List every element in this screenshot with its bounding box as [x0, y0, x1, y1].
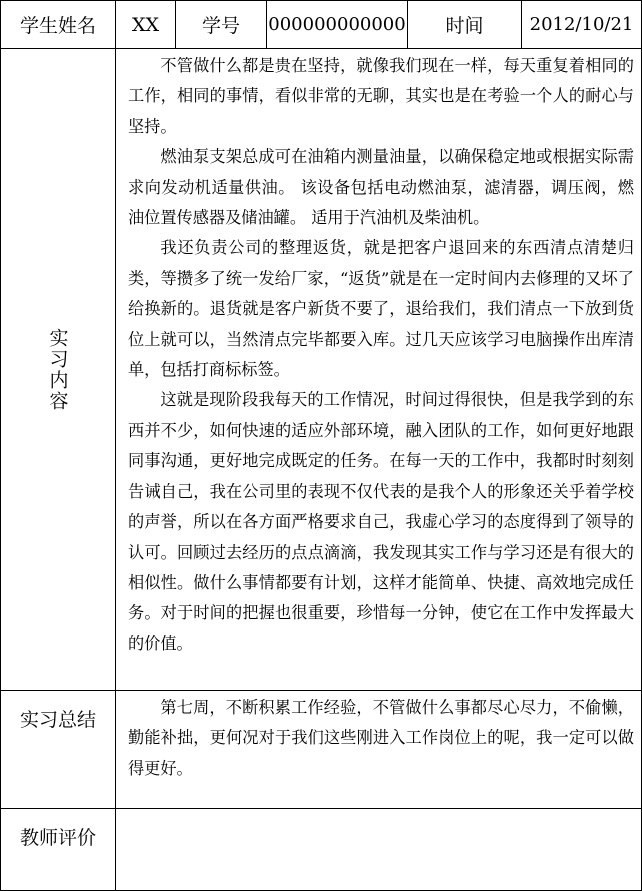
internship-summary-label — [0, 690, 116, 809]
internship-content-body — [115, 48, 642, 691]
teacher-evaluation-body[interactable] — [115, 808, 642, 891]
teacher-evaluation-label-text: 教师评价 — [19, 827, 96, 849]
student-name-label-text: 学生姓名 — [19, 15, 96, 37]
internship-content-label — [0, 48, 116, 691]
student-id-label — [175, 0, 267, 49]
student-name-value-text: XX — [131, 13, 160, 36]
content-paragraph-3: 我还负责公司的整理返货，就是把客户退回来的东西清点清楚归类，等攒多了统一发给厂家，“返货”就是在一定时间内去修理的又坏了给换新的。退货就是客户新货不要了，退给我们，我们清点一下放到货位上就可以，当然清点完毕都要入库。过几天应该学习电脑操作出库清单，包括打商标标签。 — [128, 238, 634, 380]
summary-paragraph-1: 第七周，不断积累工作经验，不管做什么事都尽心尽力，不偷懒，勤能补拙，更何况对于我们这些刚进入工作岗位上的呢，我一定可以做得更好。 — [128, 698, 634, 778]
content-paragraph-2: 燃油泵支架总成可在油箱内测量油量，以确保稳定地或根据实际需求向发动机适量供油。 该设备包括电动燃油泵，滤清器，调压阀，燃油位置传感器及储油罐。 适用于汽油机及柴油机。 — [128, 147, 634, 228]
student-name-value — [115, 0, 176, 49]
time-value-text: 2012/10/21 — [529, 14, 634, 35]
content-paragraph-4: 这就是现阶段我每天的工作情况，时间过得很快，但是我学到的东西并不少，如何快速的适应外部环境，融入团队的工作，如何更好地跟同事沟通，更好地完成既定的任务。在每一天的工作中，我都时时刻刻告诫自己，我在公司里的表现不仅代表的是我个人的形象还关乎着学校的声誉，所以在各方面严格要求自己，我虚心学习的态度得到了领导的认可。回顾过去经历的点点滴滴，我发现其实工作与学习还是有很大的相似性。做什么事情都要有计划，这样才能简单、快捷、高效地完成任务。对于时间的把握也很重要，珍惜每一分钟，使它在工作中发挥最大的价值。 — [128, 390, 634, 653]
teacher-evaluation-label — [0, 808, 116, 891]
student-id-value-text: 000000000000 — [268, 14, 406, 35]
time-label-text: 时间 — [445, 15, 484, 37]
internship-summary-label-text: 实习总结 — [19, 709, 96, 731]
internship-content-label-text: 实习内容 — [46, 327, 69, 412]
student-id-value — [266, 0, 408, 49]
content-paragraph-1: 不管做什么都是贵在坚持，就像我们现在一样，每天重复着相同的工作，相同的事情，看似非常的无聊，其实也是在考验一个人的耐心与坚持。 — [128, 56, 634, 136]
student-id-label-text: 学号 — [201, 15, 240, 37]
internship-summary-body — [115, 690, 642, 809]
time-label — [407, 0, 522, 49]
student-name-label — [0, 0, 116, 49]
time-value — [521, 0, 642, 49]
